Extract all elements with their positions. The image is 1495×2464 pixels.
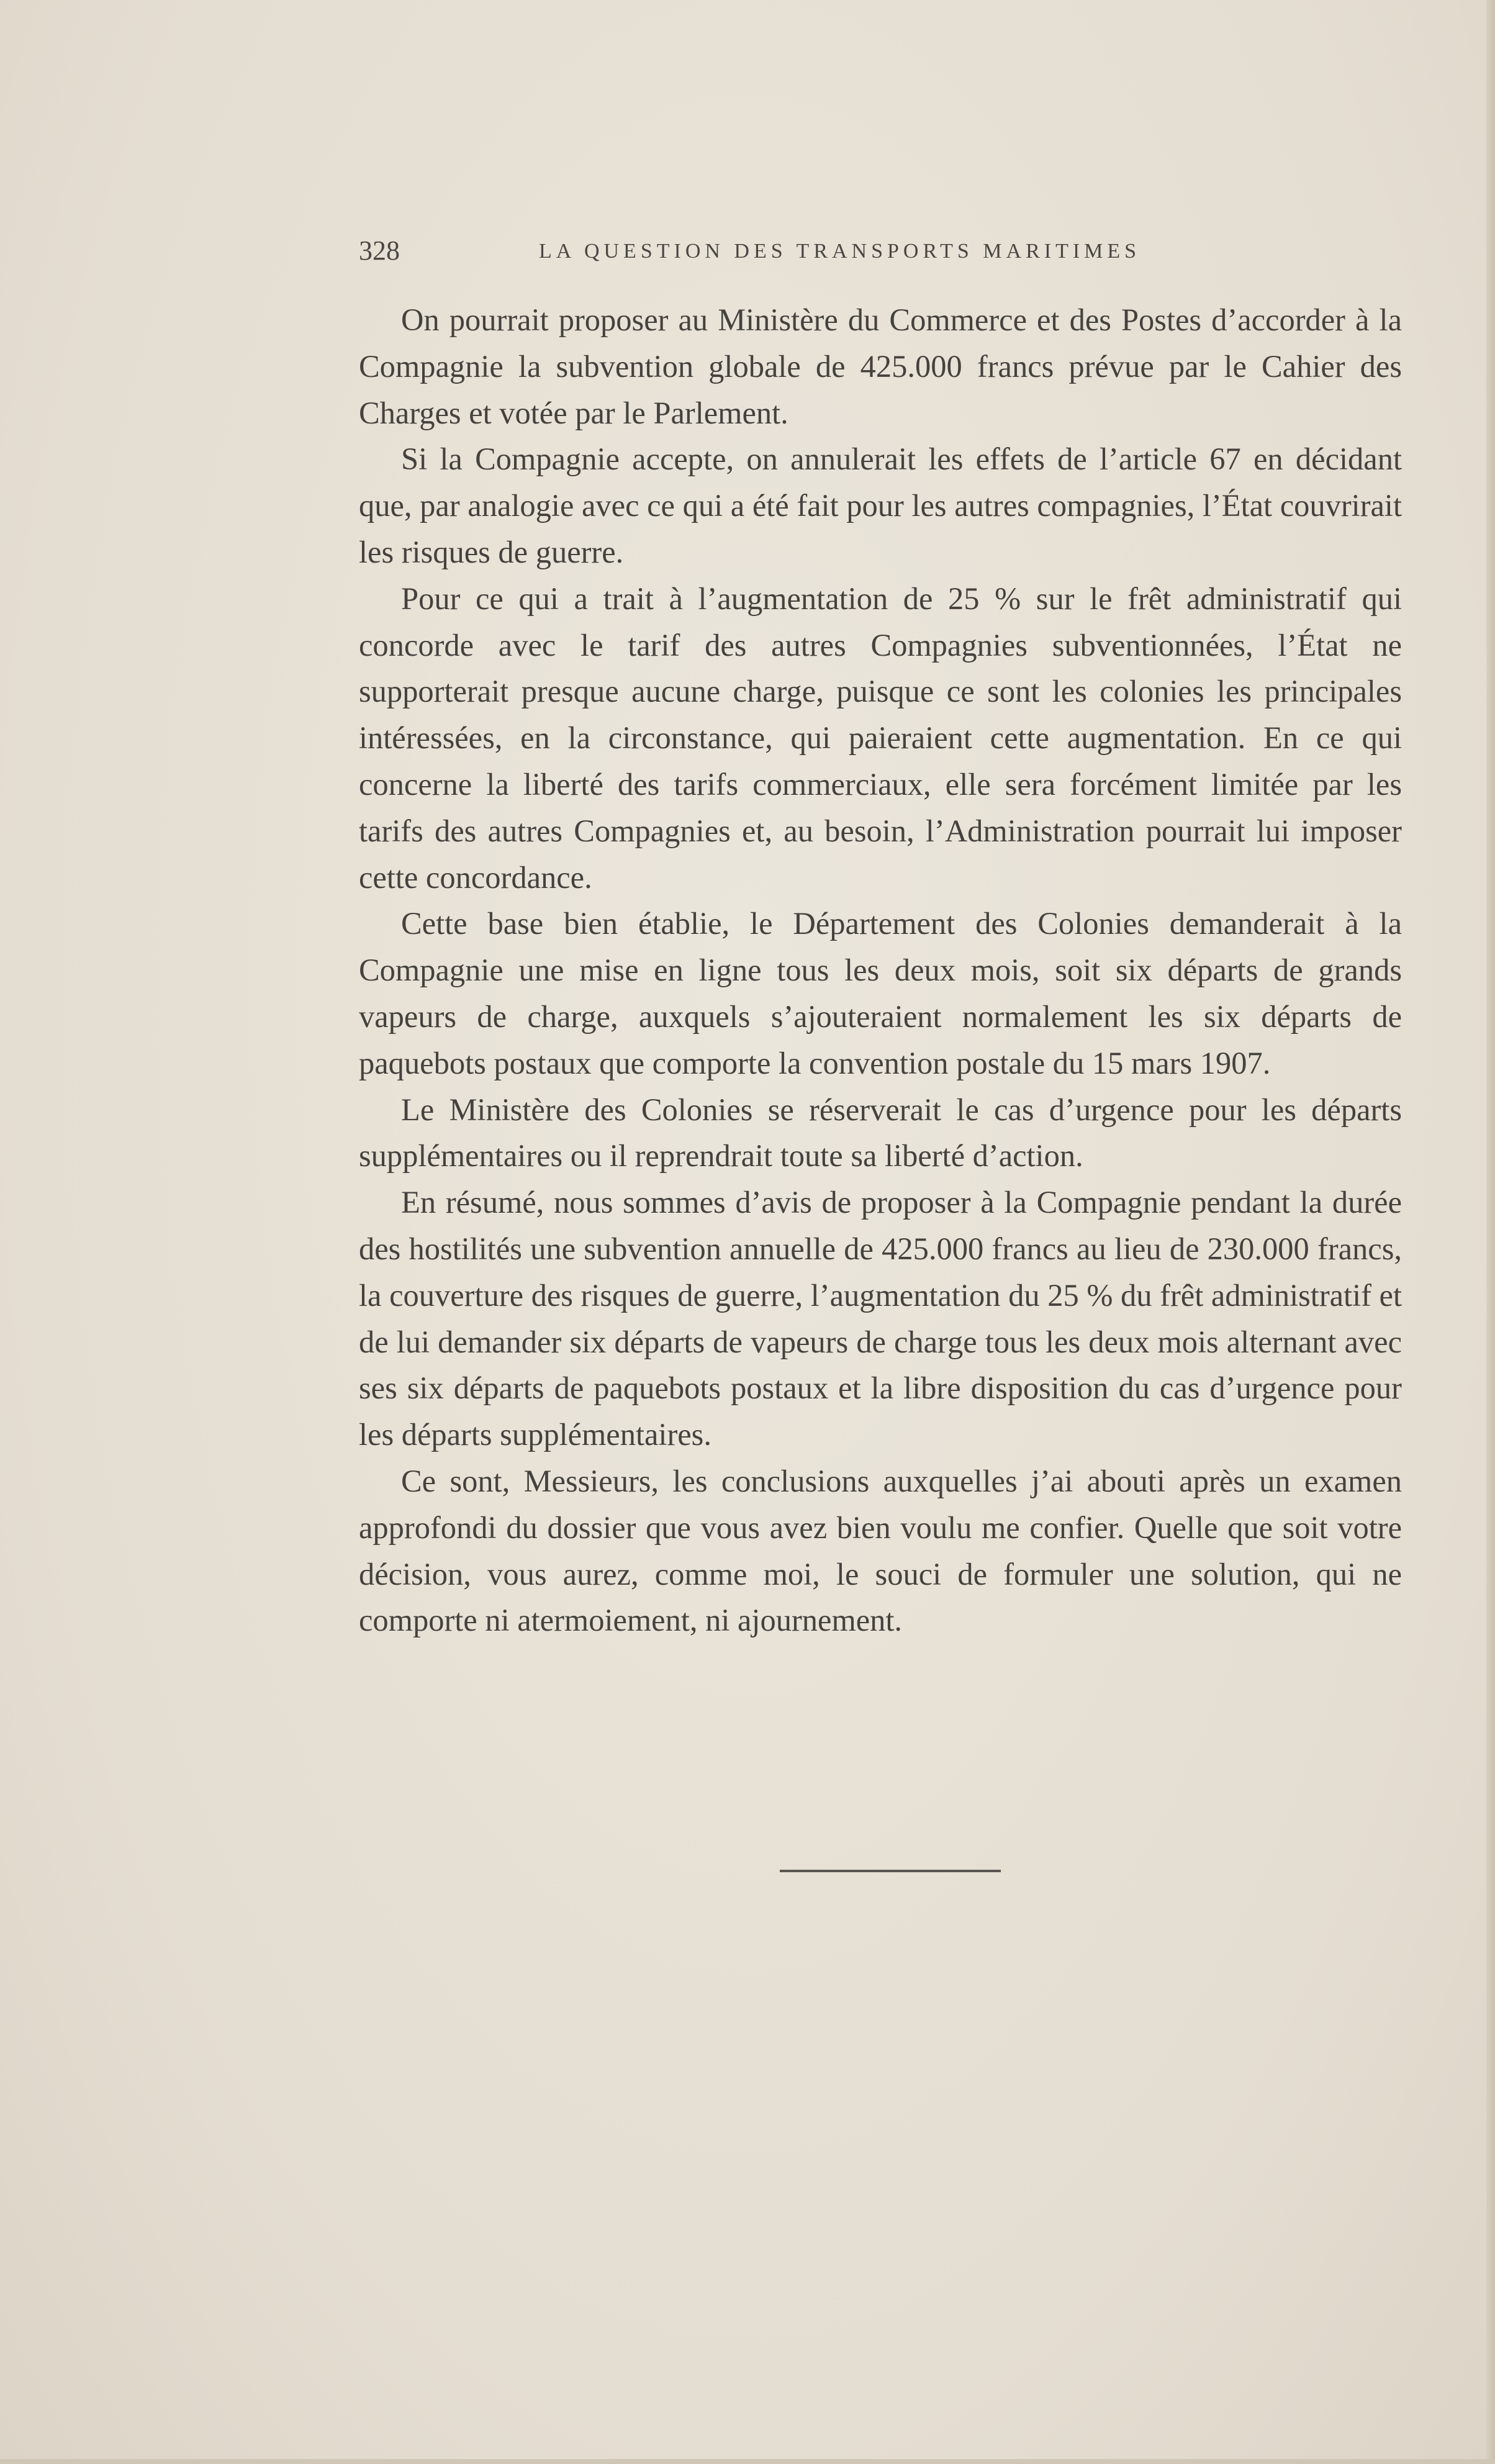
end-rule bbox=[780, 1870, 1001, 1872]
running-title: LA QUESTION DES TRANSPORTS MARITIMES bbox=[539, 240, 1141, 263]
paragraph-4: Cette base bien établie, le Département des Colonies demanderait à la Compagnie une mise en ligne tous les deux mois, soit six départs de grands vapeurs de charge, auxquels s’ajouteraient normalement les six départs de paquebots postaux que comporte la convention postale du 15 mars 1907. bbox=[359, 906, 1402, 1080]
page-number: 328 bbox=[359, 235, 400, 266]
page-edge-shadow bbox=[1486, 0, 1495, 2464]
page-bottom-edge bbox=[0, 2459, 1495, 2464]
body-text bbox=[359, 297, 1402, 1644]
paragraph-7: Ce sont, Messieurs, les conclusions auxquelles j’ai abouti après un examen approfondi du dossier que vous avez bien voulu me confier. Quelle que soit votre décision, vous aurez, comme moi, le souci de formuler une solution, qui ne comporte ni atermoiement, ni ajournement. bbox=[359, 1463, 1402, 1638]
paragraph-3: Pour ce qui a trait à l’augmentation de 25 % sur le frêt administratif qui concorde avec le tarif des autres Compagnies subventionnées, l’État ne supporterait presque aucune charge, puisque ce sont les colonies les principales intéressées, en la circonstance, qui paieraient cette augmentation. En ce qui concerne la liberté des tarifs commerciaux, elle sera forcément limitée par les tarifs des autres Compagnies et, au besoin, l’Administration pourrait lui imposer cette concordance. bbox=[359, 581, 1402, 895]
paragraph-2: Si la Compagnie accepte, on annulerait les effets de l’article 67 en décidant que, par analogie avec ce qui a été fait pour les autres compagnies, l’État couvrirait les risques de guerre. bbox=[359, 442, 1402, 569]
running-head bbox=[359, 235, 1402, 272]
paragraph-6: En résumé, nous sommes d’avis de proposer à la Compagnie pendant la durée des hostilités une subvention annuelle de 425.000 francs au lieu de 230.000 francs, la couverture des risques de guerre, l’augmentation du 25 % du frêt administratif et de lui demander six départs de vapeurs de charge tous les deux mois alternant avec ses six départs de paquebots postaux et la libre disposition du cas d’urgence pour les départs supplémentaires. bbox=[359, 1185, 1402, 1452]
paragraph-5: Le Ministère des Colonies se réserverait le cas d’urgence pour les départs supplémentaires ou il reprendrait toute sa liberté d’action. bbox=[359, 1092, 1402, 1174]
paragraph-1: On pourrait proposer au Ministère du Commerce et des Postes d’accorder à la Compagnie la subvention globale de 425.000 francs prévue par le Cahier des Charges et votée par le Parlement. bbox=[359, 302, 1402, 430]
